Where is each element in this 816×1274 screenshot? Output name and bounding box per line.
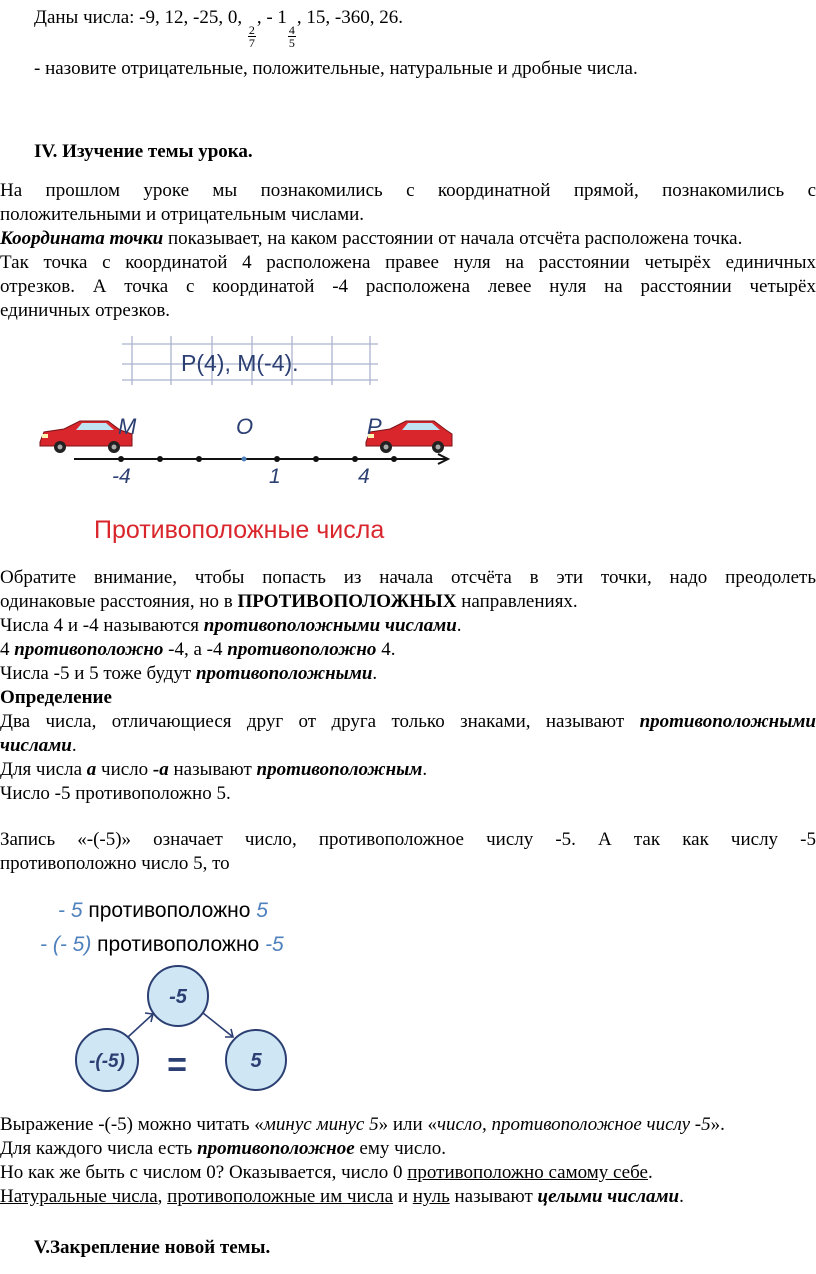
task-line: - назовите отрицательные, положительные, натуральные и дробные числа. (34, 58, 638, 79)
paragraph-line: положительными и отрицательным числами. (0, 204, 365, 225)
fraction-numerator: 4 (288, 23, 295, 37)
underlined-phrase: нуль (412, 1186, 450, 1207)
diagram-line-2 (40, 933, 284, 956)
text-run: 4. (376, 639, 396, 660)
paragraph-line: На прошлом уроке мы познакомились с координатной прямой, познакомились с (0, 180, 816, 201)
paragraph-line: Запись «-(-5)» означает число, противоположное числу -5. А так как числу -5 (0, 829, 816, 850)
paragraph-line: противоположно число 5, то (0, 853, 230, 874)
text-run: ему число. (354, 1138, 447, 1159)
grid-label: P(4), M(-4). (181, 350, 299, 376)
point-m-label: M (118, 414, 137, 439)
text-run: Числа 4 и -4 называются (0, 615, 204, 636)
paragraph-line (0, 758, 427, 783)
paragraph-line (0, 710, 816, 735)
opposite-numbers-diagram (34, 890, 354, 1105)
diagram-number: 5 (256, 899, 268, 922)
diagram-number: - 5 (58, 899, 83, 922)
diagram-number: - (- 5) (40, 933, 92, 956)
text-run: . (71, 735, 77, 756)
paragraph-line (0, 1185, 684, 1210)
reading-variant: число, противоположное числу -5 (436, 1114, 711, 1135)
diagram-word: противоположно (91, 933, 266, 956)
coordinate-definition (0, 227, 742, 252)
numbers-prefix: Даны числа: -9, 12, -25, 0, (34, 7, 243, 28)
node-top-label: -5 (169, 986, 187, 1008)
text-run: -4, а -4 (163, 639, 228, 660)
term-numbers: числами (0, 735, 72, 756)
text-run: . (679, 1186, 684, 1207)
term-opposite: противоположно (14, 639, 164, 660)
paragraph-line (0, 1161, 653, 1186)
term-coordinate: Координата точки (0, 228, 164, 249)
fraction-two-sevenths (248, 24, 256, 49)
text-run: . (456, 615, 462, 636)
paragraph-line: Обратите внимание, чтобы попасть из начала отсчёта в эти точки, надо преодолеть (0, 567, 816, 588)
term-opposite-numbers: противоположными числами (203, 615, 457, 636)
fraction-four-fifths (288, 24, 296, 49)
paragraph-line: единичных отрезков. (0, 300, 171, 321)
section-heading-5: V.Закрепление новой темы. (34, 1237, 271, 1258)
underlined-phrase: Натуральные числа (0, 1186, 158, 1207)
diagram-line-1 (58, 899, 268, 922)
reading-variant: минус минус 5 (263, 1114, 379, 1135)
emphasis-opposite: ПРОТИВОПОЛОЖНЫХ (237, 591, 457, 612)
node-top (148, 966, 208, 1026)
paragraph-line (0, 590, 578, 615)
underlined-phrase: противоположные им числа (167, 1186, 394, 1207)
numbers-suffix: , 15, -360, 26. (296, 7, 403, 28)
text-run: Два числа, отличающиеся друг от друга только знаками, называют (0, 711, 640, 732)
text-run: и (393, 1186, 413, 1207)
text-run: направлениях. (456, 591, 578, 612)
fraction-denominator: 5 (288, 36, 295, 50)
term-opposite: противоположно (227, 639, 377, 660)
text-run: одинаковые расстояния, но в (0, 591, 238, 612)
term-opposite: противоположное (197, 1138, 355, 1159)
paragraph-line (0, 1137, 446, 1162)
paragraph-line (0, 1113, 725, 1138)
node-right (226, 1030, 286, 1090)
text-run: называют (449, 1186, 538, 1207)
paragraph-line: отрезков. А точка с координатой -4 расположена левее нуля на расстоянии четырёх (0, 276, 816, 297)
node-left-label: -(-5) (89, 1051, 125, 1072)
text-run: Числа -5 и 5 тоже будут (0, 663, 196, 684)
diagram-word: противоположно (82, 899, 257, 922)
coordinate-line-figure (34, 328, 464, 556)
diagram-number: -5 (265, 933, 284, 956)
point-o-label: O (236, 414, 254, 439)
underlined-phrase: противоположно самому себе (407, 1162, 648, 1183)
term-opposite: противоположными (195, 663, 373, 684)
equals-sign: = (167, 1046, 187, 1084)
text-run: Выражение -(-5) можно читать « (0, 1114, 264, 1135)
fraction-denominator: 7 (248, 36, 255, 50)
figure-caption: Противоположные числа (94, 516, 385, 544)
paragraph-line: Так точка с координатой 4 расположена правее нуля на расстоянии четырёх единичных (0, 252, 816, 273)
text-run: . (647, 1162, 653, 1183)
text-run: . (372, 663, 378, 684)
fraction-numerator: 2 (248, 23, 255, 37)
text-run: ». (710, 1114, 725, 1135)
origin-point (242, 457, 247, 462)
tick-label-4: 4 (358, 465, 370, 488)
paragraph-line (0, 734, 77, 759)
node-left (76, 1029, 138, 1091)
term-integers: целыми числами (537, 1186, 680, 1207)
tick-label-minus4: -4 (112, 465, 131, 488)
text-run: число (96, 759, 153, 780)
paragraph-line: Число -5 противоположно 5. (0, 783, 231, 804)
text-run: . (422, 759, 428, 780)
text-run: Для числа (0, 759, 87, 780)
variable-a: а (86, 759, 97, 780)
paragraph-line (0, 614, 462, 639)
text-run: 4 (0, 639, 15, 660)
mixed-number-separator: , - 1 (256, 7, 287, 28)
tick-label-1: 1 (269, 465, 281, 488)
text-run: Для каждого числа есть (0, 1138, 198, 1159)
paragraph-line (0, 662, 377, 687)
text-run: » или « (378, 1114, 437, 1135)
text-run: , (157, 1186, 168, 1207)
node-right-label: 5 (250, 1050, 262, 1072)
definition-text: показывает, на каком расстоянии от начала отсчёта расположена точка. (163, 228, 743, 249)
term-opposite: противоположными (639, 711, 816, 732)
section-heading-4: IV. Изучение темы урока. (34, 141, 253, 162)
text-run: называют (168, 759, 257, 780)
definition-heading: Определение (0, 687, 112, 708)
text-run: Но как же быть с числом 0? Оказывается, число 0 (0, 1162, 408, 1183)
term-opposite: противоположным (256, 759, 423, 780)
numbers-line (34, 6, 403, 49)
paragraph-line (0, 638, 395, 663)
variable-minus-a: -а (152, 759, 169, 780)
point-p-label: P (367, 414, 382, 439)
